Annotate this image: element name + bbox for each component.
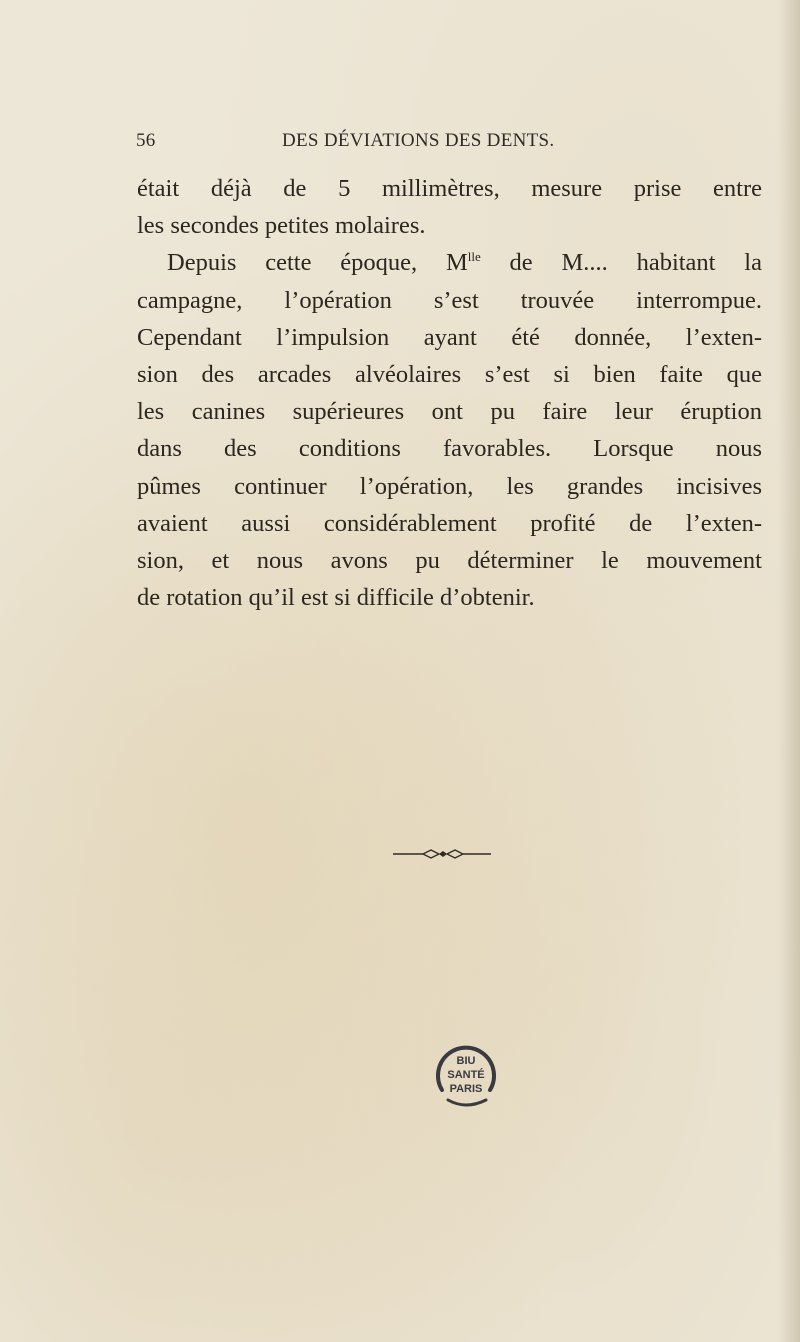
text-line	[137, 244, 762, 281]
page-edge-shadow	[778, 0, 800, 1342]
body-text	[137, 170, 762, 616]
text-fragment: Depuis cette époque, M	[167, 249, 468, 277]
text-line: sion des arcades alvéolaires s’est si bien faite que	[137, 361, 762, 389]
library-stamp-icon	[428, 1040, 504, 1110]
svg-text:SANTÉ: SANTÉ	[447, 1069, 485, 1081]
superscript: lle	[467, 249, 481, 265]
svg-text:PARIS: PARIS	[449, 1083, 483, 1095]
page-number: 56	[136, 130, 156, 151]
text-line: les secondes petites molaires.	[137, 212, 426, 240]
text-line: pûmes continuer l’opération, les grandes incisives	[137, 472, 762, 500]
ornamental-rule-icon	[393, 846, 491, 862]
text-line: campagne, l’opération s’est trouvée interrompue.	[137, 286, 762, 314]
text-line: avaient aussi considérablement profité de l’exten-	[137, 509, 762, 537]
text-line: de rotation qu’il est si difficile d’obtenir.	[137, 584, 535, 612]
running-title: DES DÉVIATIONS DES DENTS.	[282, 130, 555, 151]
text-line: les canines supérieures ont pu faire leur éruption	[137, 398, 762, 426]
page-header	[136, 130, 590, 158]
text-line: Cependant l’impulsion ayant été donnée, l’exten-	[137, 323, 762, 351]
text-line: sion, et nous avons pu déterminer le mouvement	[137, 547, 762, 575]
svg-text:BIU: BIU	[456, 1055, 476, 1067]
text-line: dans des conditions favorables. Lorsque nous	[137, 435, 762, 463]
text-fragment: de M.... habitant la	[480, 249, 762, 277]
text-line: était déjà de 5 millimètres, mesure prise entre	[137, 175, 762, 202]
